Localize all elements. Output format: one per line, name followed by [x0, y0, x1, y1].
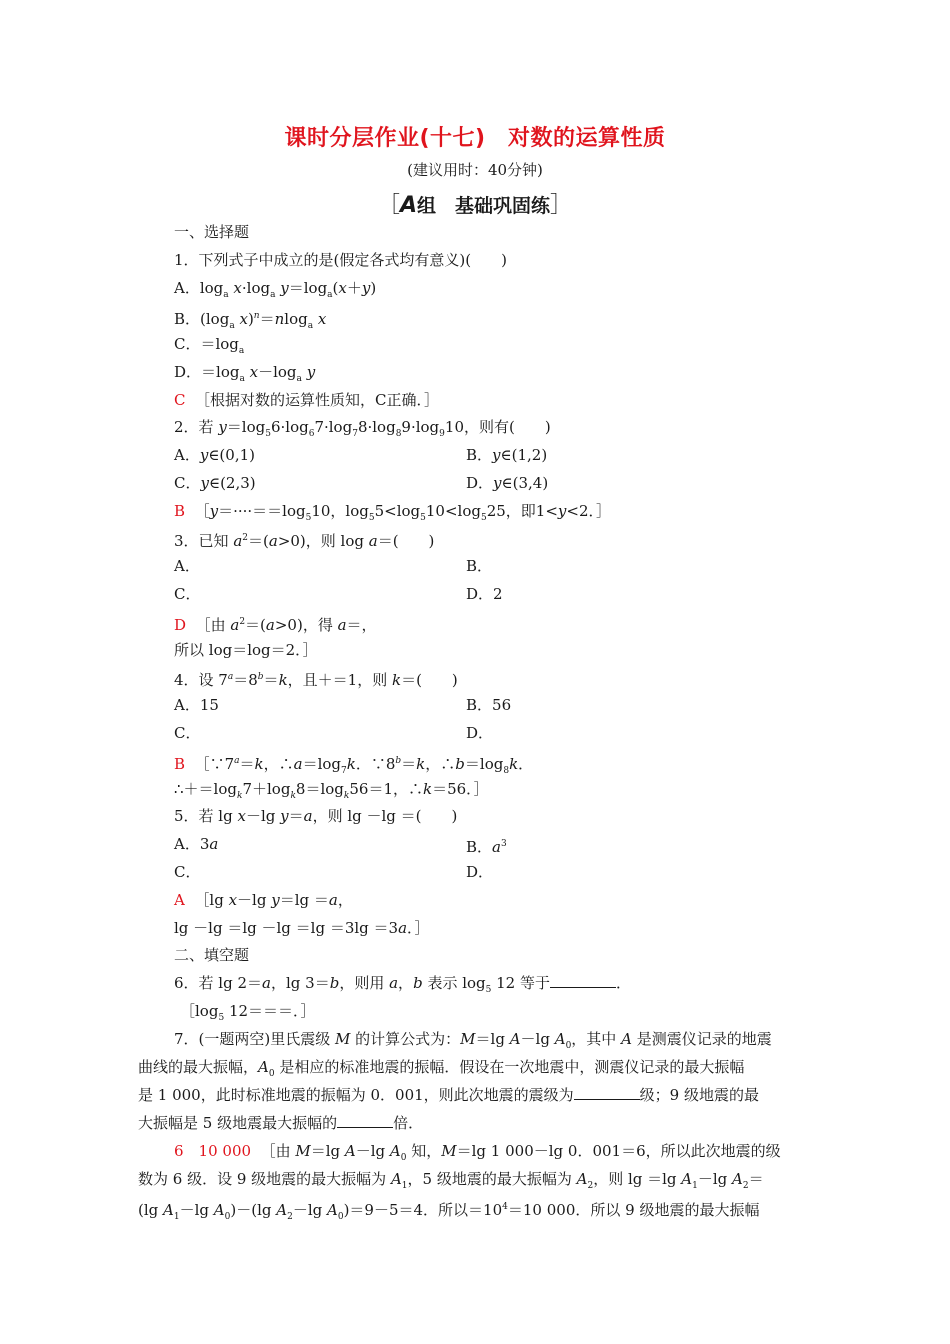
q5-option-b: B．$a^3$ — [466, 838, 507, 856]
q7-line4-end: 倍． — [393, 1114, 424, 1132]
q7-solution — [174, 1141, 781, 1168]
q5-option-c: C． — [174, 863, 201, 881]
q7-answer: 6 10 000 — [174, 1142, 252, 1160]
q3-stem: 3．已知 $a^2=(a>0)$，则 log a＝( ) — [174, 532, 435, 550]
q4-answer: B — [174, 755, 186, 773]
q4-stem: 4．设 $7^a=8^b=k$，且＋＝1，则 k＝( ) — [174, 671, 458, 689]
q7-line1: 7．(一题两空)里氏震级 M 的计算公式为：M＝lg A－lg $A_0$，其中 A 是测震仪记录的地震 — [174, 1030, 772, 1051]
bracket-open: ［ — [377, 193, 400, 218]
page-title: 课时分层作业(十七) 对数的运算性质 — [284, 126, 666, 151]
q6-answer-blank — [550, 973, 616, 988]
q3-option-b: B． — [466, 557, 493, 575]
q1-option-b: B．($\log_a$ x)$^n$＝nlog$_a$ x — [174, 310, 327, 331]
q5-answer: A — [174, 891, 185, 909]
q7-line4 — [138, 1113, 423, 1133]
q1-solution — [174, 390, 439, 410]
q5-option-a: A．3a — [174, 835, 219, 853]
q2-option-a: A．y∈(0,1) — [174, 446, 255, 464]
q5-explanation: ［lg x－lg y＝lg ＝a， — [194, 891, 353, 909]
q7-line3-end: 级；9 级地震的最 — [639, 1086, 759, 1104]
q5-explanation-cont: lg －lg ＝lg －lg ＝lg ＝3lg ＝3a．］ — [174, 919, 430, 937]
q2-explanation: $[y=\cdot\cdot\cdot\cdot==\log_510$，$\log_55<\log_510<\log_525$，即1<y<2．］ — [194, 502, 612, 523]
q4-explanation: $[\because 7^a=k$，$\therefore a=\log_7k$．$\because 8^b=k$，$\therefore b=\log_8k$． — [194, 755, 534, 776]
group-letter: A — [399, 193, 417, 218]
q2-answer: B — [174, 502, 186, 520]
q4-option-d: D． — [466, 724, 494, 742]
q2-stem: 2．若 $y=\log_56\cdot\log_67\cdot\log_78\cdot\log_89\cdot\log_910$，则有( ) — [174, 418, 551, 439]
bracket-close: ］ — [550, 193, 573, 218]
q7-explanation-1: ［由 M＝lg A－lg $A_0$ 知，M＝lg 1 000－lg 0．001＝6，所以此次地震的级 — [260, 1142, 781, 1163]
q6-stem-text: 6．若 lg 2＝a，lg 3＝b，则用 a，b 表示 $\log_5 12$ 等于 — [174, 974, 550, 995]
q1-explanation: ［根据对数的运算性质知，C正确．］ — [195, 391, 440, 409]
q1-option-a: A．$\log_a x\cdot\log_a$ $y=\log_a(x+y)$ — [174, 279, 377, 300]
q7-answer-blank-1 — [574, 1085, 640, 1100]
q1-stem: 1．下列式子中成立的是(假定各式均有意义)( ) — [174, 251, 507, 269]
q4-option-b: B．56 — [466, 696, 512, 714]
part-heading-fill: 二、填空题 — [174, 946, 250, 964]
q2-solution — [174, 501, 611, 528]
q1-option-d: D．$=\log_a$ $x-\log_a$ y — [174, 363, 316, 384]
q4-option-c: C． — [174, 724, 201, 742]
q7-answer-blank-2 — [337, 1113, 393, 1128]
q4-explanation-cont: $\therefore+=\log_k7+\log_k8=\log_k56=1$，∴k＝56．］ — [174, 780, 489, 801]
q3-answer: D — [174, 616, 187, 634]
q3-explanation: ［由 $a^2=(a>0)$，得 a＝， — [195, 616, 377, 634]
group-a-header — [0, 188, 950, 219]
q1-answer: C — [174, 391, 186, 409]
q7-line2: 曲线的最大振幅，$A_0$ 是相应的标准地震的振幅．假设在一次地震中，测震仪记录的最大振幅 — [138, 1058, 745, 1079]
q7-line3-text: 是 1 000，此时标准地震的振幅为 0．001，则此次地震的震级为 — [138, 1086, 574, 1104]
q4-option-a: A．15 — [174, 696, 219, 714]
q6-explanation: $[\log_5$ 12＝＝＝．］ — [180, 1002, 316, 1023]
q2-option-d: D．y∈(3,4) — [466, 474, 549, 492]
q7-explanation-3: (lg $A_1-\lg$ $A_0)-(\lg$ $A_2-\lg$ $A_0)=9-5=4$．所以$=10^4=10$ 000．所以 9 级地震的最大振幅 — [138, 1201, 760, 1222]
part-heading-choice: 一、选择题 — [174, 223, 250, 241]
q3-explanation-cont: 所以 log＝log＝2．］ — [174, 641, 318, 659]
suggested-time: (建议用时：40分钟) — [407, 161, 543, 179]
q2-option-b: B．y∈(1,2) — [466, 446, 548, 464]
q3-solution — [174, 612, 377, 635]
q6-stem-end: ． — [616, 974, 632, 992]
q4-solution — [174, 751, 533, 781]
group-label: 组 基础巩固练 — [417, 195, 551, 217]
q7-line4-text: 大振幅是 5 级地震最大振幅的 — [138, 1114, 338, 1132]
q5-option-d: D． — [466, 863, 494, 881]
q3-option-a: A． — [174, 557, 200, 575]
q3-option-d: D．2 — [466, 585, 503, 603]
q1-option-c: C．$=\log_a$ — [174, 335, 245, 356]
q3-option-c: C． — [174, 585, 201, 603]
q7-line3 — [138, 1085, 759, 1105]
q6-stem — [174, 973, 631, 1000]
q5-stem: 5．若 lg x－lg y＝a，则 lg －lg ＝( ) — [174, 807, 458, 825]
q7-explanation-2: 数为 6 级．设 9 级地震的最大振幅为 $A_1$，5 级地震的最大振幅为 $A_2$，则 lg ＝lg $A_1-\lg$ $A_2=$ — [138, 1170, 764, 1191]
q2-option-c: C．y∈(2,3) — [174, 474, 256, 492]
q5-solution — [174, 890, 353, 910]
